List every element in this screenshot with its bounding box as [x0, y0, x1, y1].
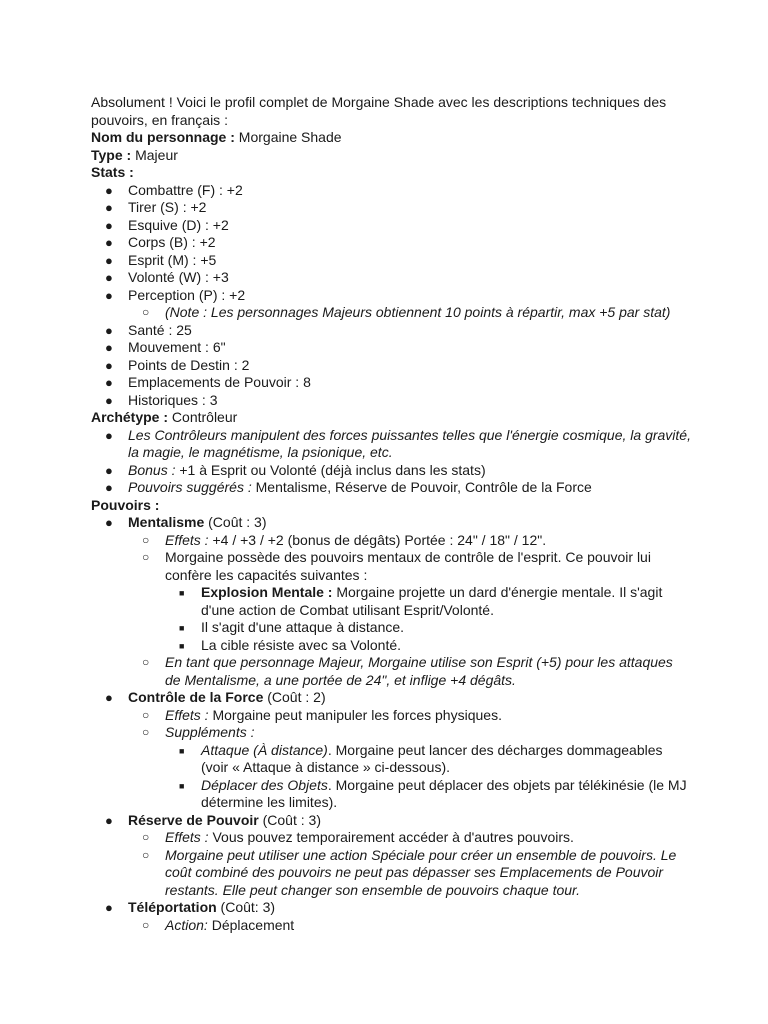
list-item: ● Emplacements de Pouvoir : 8 [105, 374, 311, 390]
powers-list [91, 514, 691, 934]
list-item [128, 304, 691, 322]
bullet-circle-icon: ○ [142, 707, 150, 722]
power-name: Réserve de Pouvoir [128, 811, 259, 828]
bullet-disc-icon: ● [105, 287, 113, 303]
bullet-circle-icon: ○ [142, 532, 150, 547]
character-name-value: Morgaine Shade [234, 129, 342, 145]
bullet-circle-icon: ○ [142, 830, 150, 844]
character-type-value: Majeur [131, 146, 178, 163]
list-item: ● Points de Destin : 2 [105, 356, 250, 373]
list-item: ● Tirer (S) : +2 [105, 199, 207, 215]
bullet-disc-icon: ● [105, 900, 113, 915]
list-item: ○ Morgaine possède des pouvoirs mentaux de contrôle de l'esprit. Ce pouvoir lui confère les capacités suivantes : ■ Explosion Mentale : Morgaine projette un dard d'énergie mentale. Il s'agit d'une action de Combat utilisant Esprit/Volonté. ■ Il s'agit d'une attaque à distance. ■ La cible résiste avec sa Volonté. [128, 549, 691, 654]
list-item: ● Historiques : 3 [105, 391, 218, 408]
power-cost: (Coût : 3) [258, 811, 321, 828]
list-item: ● Santé : 25 [105, 321, 192, 338]
list-item [91, 427, 691, 462]
power-name: Contrôle de la Force [128, 689, 264, 705]
bullet-circle-icon: ○ [142, 917, 150, 932]
bonus-value: +1 à Esprit ou Volonté (déjà inclus dans les stats) [175, 461, 486, 478]
bullet-disc-icon: ● [105, 357, 113, 373]
power-name: Mentalisme [128, 514, 205, 530]
bullet-disc-icon: ● [105, 812, 113, 828]
stats-note: (Note : Les personnages Majeurs obtiennent 10 points à répartir, max +5 par stat) [165, 304, 671, 320]
bullet-circle-icon: ○ [142, 305, 150, 319]
suggested-powers-value: Mentalisme, Réserve de Pouvoir, Contrôle de la Force [251, 479, 592, 495]
archetype-line [91, 409, 691, 427]
bullet-square-icon: ■ [179, 745, 185, 756]
power-mentalisme [91, 514, 691, 689]
list-item: ■ Déplacer des Objets. Morgaine peut déplacer des objets par télékinésie (le MJ détermine les limites). [179, 776, 687, 810]
bullet-disc-icon: ● [105, 200, 113, 215]
bullet-square-icon: ■ [179, 588, 185, 598]
bullet-disc-icon: ● [105, 340, 113, 355]
bullet-disc-icon: ● [105, 392, 113, 408]
list-item: ○ Morgaine peut utiliser une action Spéciale pour créer un ensemble de pouvoirs. Le coût combiné des pouvoirs ne peut pas dépasser ses Emplacements de Pouvoir restants. Elle peut changer son ensemble de pouvoirs chaque tour. [142, 846, 677, 898]
list-item: ● Combattre (F) : +2 [105, 181, 243, 198]
bullet-circle-icon: ○ [142, 725, 150, 739]
bullet-square-icon: ■ [179, 640, 185, 651]
list-item: ■ La cible résiste avec sa Volonté. [165, 637, 691, 655]
list-item: ○ Suppléments : ■ Attaque (À distance). Morgaine peut lancer des décharges dommageables (voir « Attaque à distance » ci-dessous). ■ Déplacer des Objets. Morgaine peut déplacer des objets par télékinésie (le MJ détermine les limites). [128, 724, 691, 812]
archetype-value: Contrôleur [168, 409, 238, 425]
archetype-list [91, 427, 691, 497]
bullet-disc-icon: ● [105, 217, 113, 233]
list-item: ○ Effets : Morgaine peut manipuler les forces physiques. [142, 706, 502, 723]
list-item: ● Esprit (M) : +5 [105, 251, 217, 268]
list-item: ○ Effets : +4 / +3 / +2 (bonus de dégâts) Portée : 24" / 18" / 12". [142, 531, 547, 548]
list-item: ● Volonté (W) : +3 [105, 269, 229, 285]
power-cost: (Coût: 3) [216, 899, 276, 915]
list-item: ○ Action: Déplacement [142, 916, 295, 933]
character-name-line [91, 129, 691, 147]
power-teleportation [91, 899, 691, 934]
list-item: ● Esquive (D) : +2 [105, 216, 229, 233]
bullet-square-icon: ■ [179, 780, 185, 791]
suggested-powers-label: Pouvoirs suggérés : [128, 479, 252, 495]
powers-heading: Pouvoirs : [91, 496, 160, 513]
bullet-disc-icon: ● [105, 375, 113, 390]
bullet-disc-icon: ● [105, 235, 113, 250]
bullet-circle-icon: ○ [142, 847, 150, 862]
stats-list [91, 182, 691, 410]
bullet-disc-icon: ● [105, 515, 113, 530]
list-item: ■ Explosion Mentale : Morgaine projette un dard d'énergie mentale. Il s'agit d'une action de Combat utilisant Esprit/Volonté. [179, 584, 663, 618]
stats-heading: Stats : [91, 164, 134, 180]
list-item: ○ Effets : Vous pouvez temporairement accéder à d'autres pouvoirs. [142, 829, 574, 845]
archetype-label: Archétype : [91, 409, 169, 425]
list-item: ○ En tant que personnage Majeur, Morgaine utilise son Esprit (+5) pour les attaques de Mentalisme, a une portée de 24", et inflige +4 dégâts. [142, 654, 673, 688]
bullet-disc-icon: ● [105, 252, 113, 268]
bullet-disc-icon: ● [105, 690, 113, 705]
bullet-disc-icon: ● [105, 427, 113, 443]
bullet-disc-icon: ● [105, 462, 113, 478]
bullet-circle-icon: ○ [142, 550, 150, 564]
character-type-label: Type : [91, 146, 132, 163]
character-type-line [91, 147, 691, 165]
list-item: ● Corps (B) : +2 [105, 234, 216, 250]
character-name-label: Nom du personnage : [91, 129, 235, 145]
stats-note-list [128, 304, 691, 322]
power-controle-force [91, 689, 691, 812]
power-cost: (Coût : 3) [204, 514, 267, 530]
power-name: Téléportation [128, 899, 217, 915]
archetype-description: Les Contrôleurs manipulent des forces puissantes telles que l'énergie cosmique, la gravité, la magie, le magnétisme, la psionique, etc. [128, 426, 691, 460]
list-item: ● Mouvement : 6" [105, 339, 226, 355]
bullet-circle-icon: ○ [142, 655, 150, 669]
bullet-disc-icon: ● [105, 270, 113, 285]
power-reserve [91, 812, 691, 900]
bullet-disc-icon: ● [105, 322, 113, 338]
power-cost: (Coût : 2) [263, 689, 326, 705]
bonus-label: Bonus : [128, 461, 176, 478]
list-item [91, 479, 691, 497]
intro-paragraph: Absolument ! Voici le profil complet de Morgaine Shade avec les descriptions techniques des pouvoirs, en français : [91, 94, 667, 128]
list-item: ● Perception (P) : +2 ○ (Note : Les personnages Majeurs obtiennent 10 points à répartir, max +5 par stat) [91, 287, 691, 322]
list-item: ■ Attaque (À distance). Morgaine peut lancer des décharges dommageables (voir « Attaque à distance » ci-dessous). [179, 741, 663, 775]
bullet-disc-icon: ● [105, 480, 113, 495]
bullet-disc-icon: ● [105, 182, 113, 198]
list-item [91, 462, 691, 480]
bullet-square-icon: ■ [179, 623, 185, 633]
list-item: ■ Il s'agit d'une attaque à distance. [165, 619, 691, 637]
document-body [91, 94, 691, 934]
